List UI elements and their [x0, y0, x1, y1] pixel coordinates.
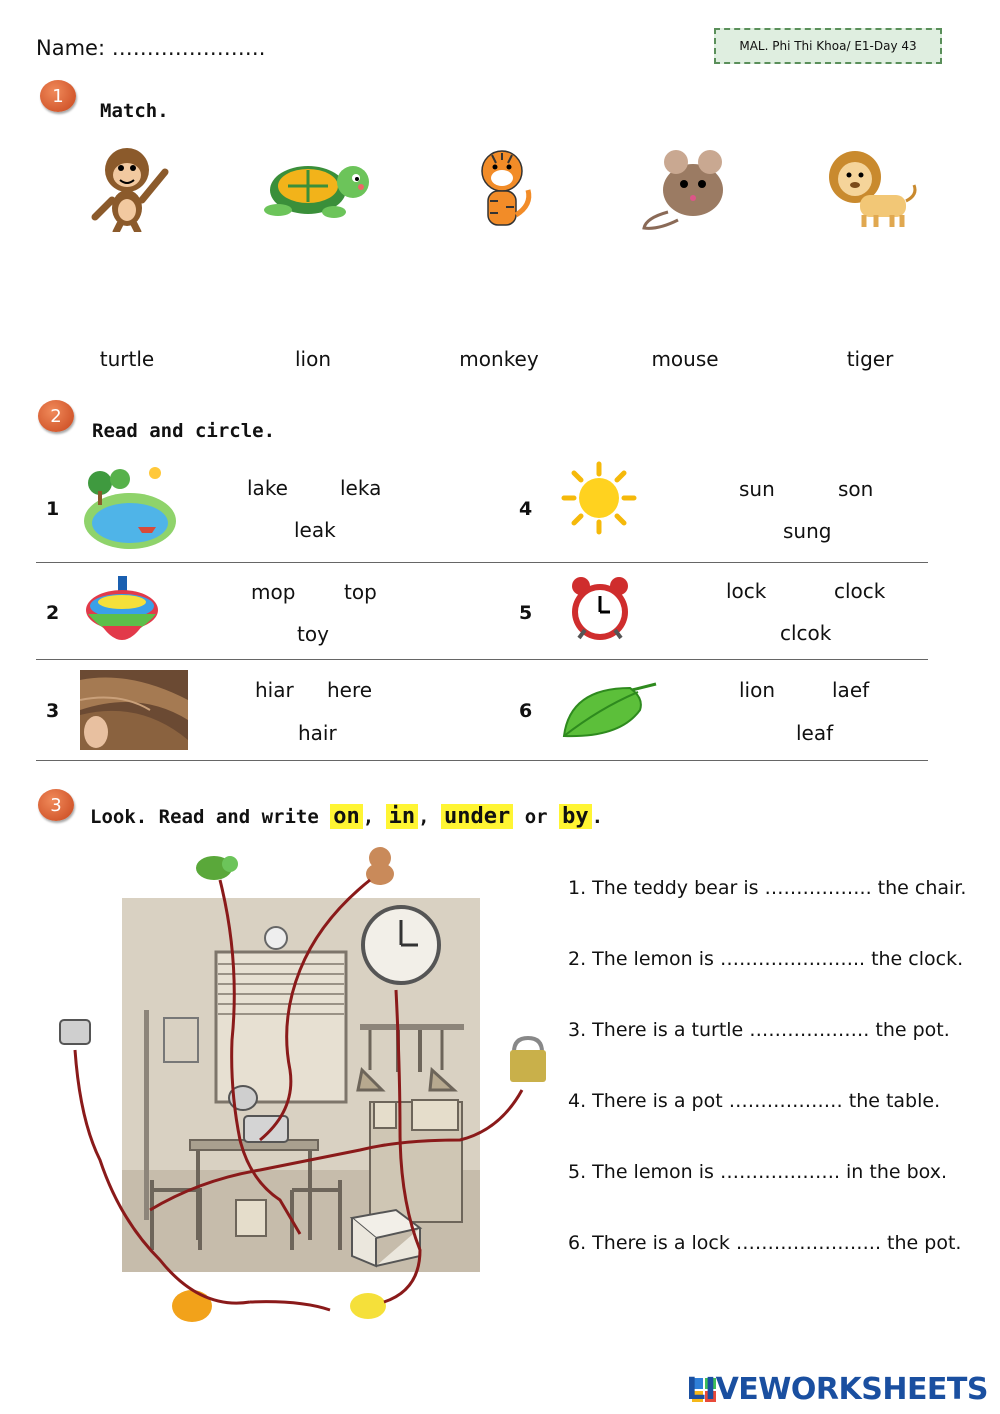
sentence-3[interactable]: 3. There is a turtle ………………. the pot. — [568, 1019, 950, 1041]
option-word[interactable]: clock — [834, 579, 886, 603]
option-word[interactable]: lock — [726, 579, 767, 603]
sentence-4[interactable]: 4. There is a pot ……………… the table. — [568, 1090, 941, 1112]
word-or: or — [524, 806, 548, 828]
name-field-label: Name: …………………. — [36, 36, 266, 60]
section-3-title — [90, 804, 603, 829]
match-word-4[interactable]: mouse — [651, 347, 719, 371]
option-word[interactable]: clcok — [780, 621, 832, 645]
section-1-number: 1 — [40, 80, 76, 112]
option-word[interactable]: hiar — [255, 678, 294, 702]
alarm-clock-icon — [565, 574, 635, 646]
separator: , — [418, 806, 430, 828]
sentence-1[interactable]: 1. The teddy bear is …………….. the chair. — [568, 877, 967, 899]
option-word[interactable]: hair — [298, 721, 337, 745]
leaf-icon — [560, 678, 660, 740]
item-number: 4 — [519, 498, 533, 520]
item-number: 1 — [46, 498, 60, 520]
option-word[interactable]: leka — [340, 476, 382, 500]
mouse-icon — [638, 140, 738, 235]
option-word[interactable]: sung — [783, 519, 832, 543]
tiger-icon — [462, 145, 542, 233]
item-number: 5 — [519, 602, 533, 624]
row-divider — [36, 562, 928, 563]
lion-icon — [820, 145, 920, 230]
item-number: 3 — [46, 700, 60, 722]
section-2-number: 2 — [38, 400, 74, 432]
match-word-3[interactable]: monkey — [459, 347, 539, 371]
worksheet-tag: MAL. Phi Thi Khoa/ E1-Day 43 — [714, 28, 942, 64]
monkey-icon — [80, 142, 175, 232]
sentence-5[interactable]: 5. The lemon is ………………. in the box. — [568, 1161, 947, 1183]
sentence-2[interactable]: 2. The lemon is ………………….. the clock. — [568, 948, 964, 970]
section-3-number: 3 — [38, 789, 74, 821]
option-word[interactable]: laef — [832, 678, 870, 702]
title-end: . — [591, 806, 604, 828]
separator: , — [362, 806, 375, 828]
section-1-title: Match. — [100, 100, 169, 122]
item-number: 6 — [519, 700, 533, 722]
word-by: by — [559, 804, 592, 829]
option-word[interactable]: leaf — [796, 721, 834, 745]
match-word-2[interactable]: lion — [294, 347, 332, 371]
option-word[interactable]: toy — [297, 622, 329, 646]
option-word[interactable]: top — [344, 580, 377, 604]
word-in: in — [386, 804, 419, 829]
spinning-top-icon — [82, 574, 162, 654]
word-under: under — [441, 804, 513, 829]
match-word-1[interactable]: turtle — [99, 347, 155, 371]
turtle-icon — [258, 150, 373, 225]
option-word[interactable]: lion — [739, 678, 776, 702]
lake-icon — [80, 463, 180, 551]
option-word[interactable]: leak — [294, 518, 336, 542]
room-scene-picture — [40, 840, 560, 1340]
row-divider — [36, 659, 928, 660]
word-on: on — [330, 804, 363, 829]
hair-icon — [80, 670, 188, 750]
option-word[interactable]: lake — [247, 476, 288, 500]
section-3-title-prefix: Look. Read and write — [90, 806, 319, 828]
sentence-6[interactable]: 6. There is a lock ………………….. the pot. — [568, 1232, 962, 1254]
option-word[interactable]: mop — [251, 580, 296, 604]
option-word[interactable]: here — [327, 678, 373, 702]
option-word[interactable]: sun — [739, 477, 775, 501]
liveworksheets-brand: LIVEWORKSHEETS — [686, 1372, 988, 1407]
section-2-title: Read and circle. — [92, 420, 276, 442]
row-divider — [36, 760, 928, 761]
item-number: 2 — [46, 602, 60, 624]
match-word-5[interactable]: tiger — [846, 347, 894, 371]
option-word[interactable]: son — [838, 477, 874, 501]
sun-icon — [560, 460, 638, 536]
